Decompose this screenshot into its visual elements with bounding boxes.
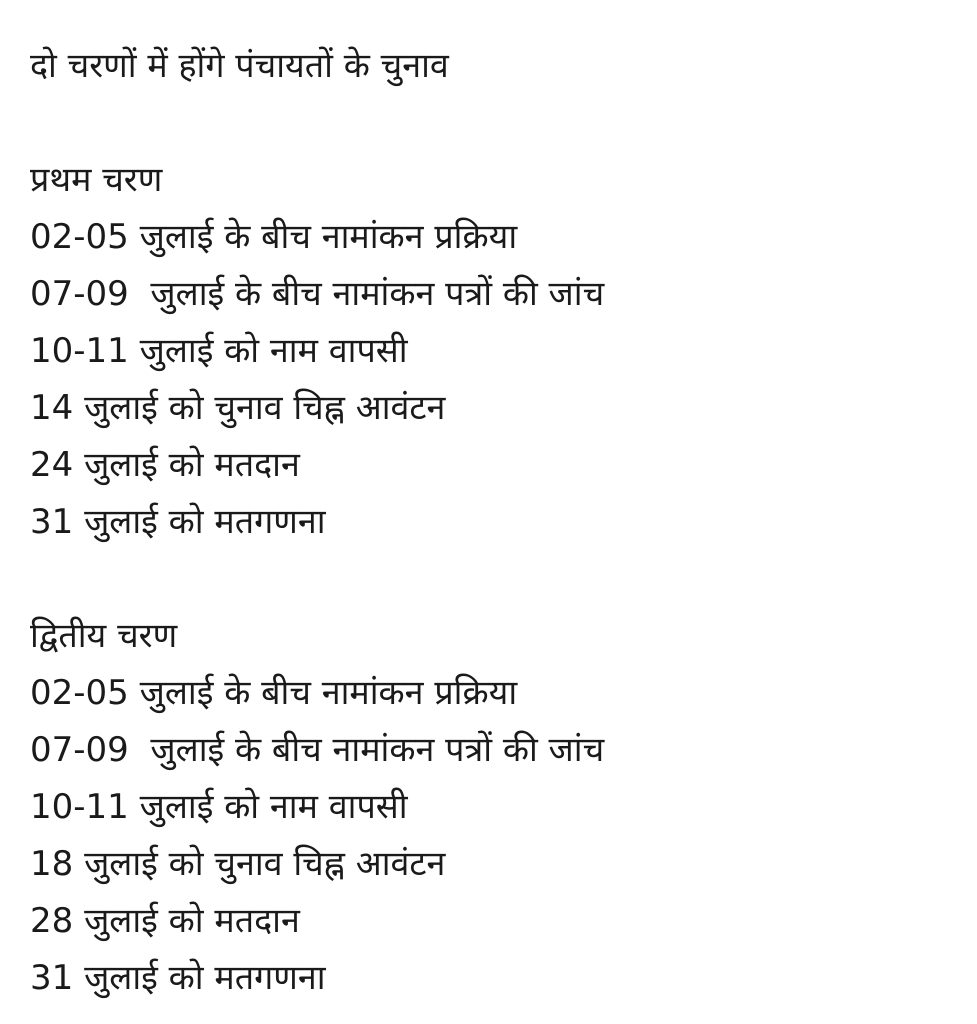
phase-one-item-symbol-allotment: 14 जुलाई को चुनाव चिह्न आवंटन [30,388,446,428]
spacer [30,551,960,608]
phase-one-item-polling: 24 जुलाई को मतदान [30,445,300,485]
phase-one-heading: प्रथम चरण [30,160,163,200]
phase-two-item-polling: 28 जुलाई को मतदान [30,901,300,941]
page-title: दो चरणों में होंगे पंचायतों के चुनाव [30,46,449,86]
phase-two-item-scrutiny: 07-09 जुलाई के बीच नामांकन पत्रों की जांच [30,730,605,770]
phase-two-heading: द्वितीय चरण [30,616,178,656]
phase-one-item-scrutiny: 07-09 जुलाई के बीच नामांकन पत्रों की जांच [30,274,605,314]
phase-two-item-symbol-allotment: 18 जुलाई को चुनाव चिह्न आवंटन [30,844,446,884]
phase-two-section [30,608,960,1007]
phase-one-item-counting: 31 जुलाई को मतगणना [30,502,326,542]
phase-two-item-withdrawal: 10-11 जुलाई को नाम वापसी [30,787,408,827]
phase-two-item-counting: 31 जुलाई को मतगणना [30,958,326,998]
document-body [30,38,960,1007]
phase-one-item-withdrawal: 10-11 जुलाई को नाम वापसी [30,331,408,371]
phase-one-item-nomination: 02-05 जुलाई के बीच नामांकन प्रक्रिया [30,217,518,257]
phase-two-item-nomination: 02-05 जुलाई के बीच नामांकन प्रक्रिया [30,673,518,713]
phase-one-section [30,152,960,551]
spacer [30,95,960,152]
